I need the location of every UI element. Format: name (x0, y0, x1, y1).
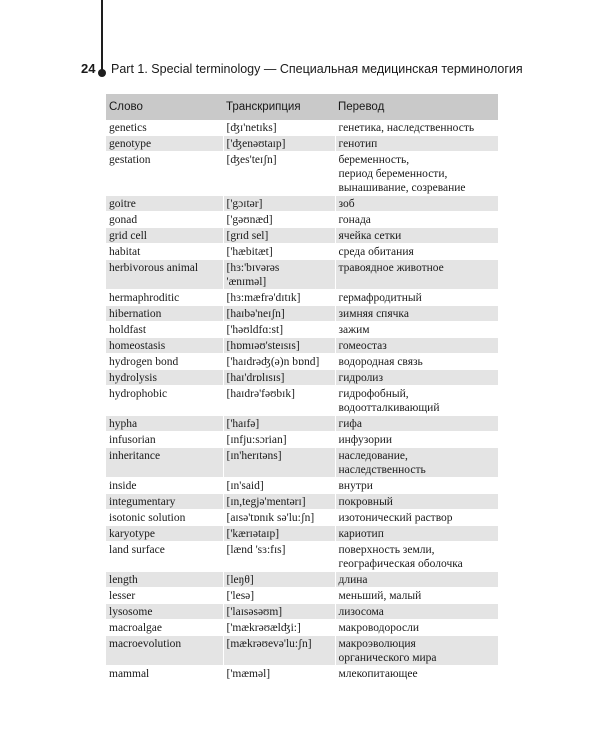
table-row (106, 494, 498, 510)
term-word: length (106, 572, 223, 588)
term-transcription: [ɪn'herɪtəns] (223, 448, 335, 478)
term-translation: внутри (335, 478, 498, 494)
term-transcription: [mækrəʊevə'lu:ʃn] (223, 636, 335, 666)
term-translation: травоядное животное (335, 260, 498, 290)
table-row (106, 588, 498, 604)
term-transcription: [grɪd sel] (223, 228, 335, 244)
term-word: goitre (106, 196, 223, 212)
table-row (106, 290, 498, 306)
term-word: genetics (106, 120, 223, 136)
term-word: inheritance (106, 448, 223, 478)
term-word: inside (106, 478, 223, 494)
table-row (106, 260, 498, 290)
term-translation: генетика, наследственность (335, 120, 498, 136)
term-transcription: ['haɪfə] (223, 416, 335, 432)
term-transcription: [leŋθ] (223, 572, 335, 588)
term-translation: гифа (335, 416, 498, 432)
term-translation: гомеостаз (335, 338, 498, 354)
term-transcription: ['lesə] (223, 588, 335, 604)
table-row (106, 478, 498, 494)
table-row (106, 306, 498, 322)
table-row (106, 386, 498, 416)
column-header-word: Слово (106, 94, 223, 120)
margin-rule-dot (98, 69, 106, 77)
table-row (106, 244, 498, 260)
table-row (106, 196, 498, 212)
term-translation: среда обитания (335, 244, 498, 260)
table-row (106, 666, 498, 682)
term-translation: наследование, наследственность (335, 448, 498, 478)
term-word: hypha (106, 416, 223, 432)
term-word: gestation (106, 152, 223, 196)
term-translation: зимняя спячка (335, 306, 498, 322)
term-translation: водородная связь (335, 354, 498, 370)
term-translation: инфузории (335, 432, 498, 448)
table-row (106, 636, 498, 666)
term-translation: кариотип (335, 526, 498, 542)
term-transcription: [haɪbə'neɪʃn] (223, 306, 335, 322)
term-word: hibernation (106, 306, 223, 322)
term-transcription: [hɜ:'bɪvərəs 'ænɪməl] (223, 260, 335, 290)
term-translation: меньший, малый (335, 588, 498, 604)
table-row (106, 448, 498, 478)
term-transcription: [haɪdrə'fəʊbɪk] (223, 386, 335, 416)
table-row (106, 620, 498, 636)
table-row (106, 212, 498, 228)
table-row (106, 338, 498, 354)
column-header-translation: Перевод (335, 94, 498, 120)
term-translation: беременность, период беременности, вынашивание, созревание (335, 152, 498, 196)
table-row (106, 120, 498, 136)
term-translation: гермафродитный (335, 290, 498, 306)
term-word: karyotype (106, 526, 223, 542)
term-translation: покровный (335, 494, 498, 510)
table-row (106, 510, 498, 526)
term-word: lesser (106, 588, 223, 604)
term-word: lysosome (106, 604, 223, 620)
term-word: macroevolution (106, 636, 223, 666)
term-translation: макроводоросли (335, 620, 498, 636)
term-word: hydrophobic (106, 386, 223, 416)
table-row (106, 604, 498, 620)
column-header-transcription: Транскрипция (223, 94, 335, 120)
term-word: hydrolysis (106, 370, 223, 386)
term-word: gonad (106, 212, 223, 228)
term-transcription: ['mækrəʊælʤi:] (223, 620, 335, 636)
table-row (106, 228, 498, 244)
term-translation: поверхность земли, географическая оболочка (335, 542, 498, 572)
term-word: integumentary (106, 494, 223, 510)
term-transcription: [ʤes'teɪʃn] (223, 152, 335, 196)
term-translation: лизосома (335, 604, 498, 620)
term-word: homeostasis (106, 338, 223, 354)
table-row (106, 136, 498, 152)
terminology-table (106, 94, 498, 682)
term-word: hermaphroditic (106, 290, 223, 306)
term-transcription: [ɪn'said] (223, 478, 335, 494)
term-transcription: ['haɪdrəʤ(ə)n bɒnd] (223, 354, 335, 370)
table-row (106, 572, 498, 588)
term-word: land surface (106, 542, 223, 572)
term-translation: изотонический раствор (335, 510, 498, 526)
table-row (106, 432, 498, 448)
term-word: herbivorous animal (106, 260, 223, 290)
term-transcription: [ʤɪ'netɪks] (223, 120, 335, 136)
term-word: infusorian (106, 432, 223, 448)
term-translation: млекопитающее (335, 666, 498, 682)
term-translation: ячейка сетки (335, 228, 498, 244)
term-translation: зажим (335, 322, 498, 338)
term-word: hydrogen bond (106, 354, 223, 370)
term-word: genotype (106, 136, 223, 152)
term-transcription: ['ʤenəʊtaɪp] (223, 136, 335, 152)
term-transcription: [lænd 'sɜ:fɪs] (223, 542, 335, 572)
table-row (106, 542, 498, 572)
term-transcription: [ɪnfju:sɔrian] (223, 432, 335, 448)
term-word: macroalgae (106, 620, 223, 636)
table-header-row (106, 94, 498, 120)
term-transcription: ['kærɪətaɪp] (223, 526, 335, 542)
term-transcription: ['gɔɪtər] (223, 196, 335, 212)
term-transcription: [aɪsə'tɒnɪk sə'lu:ʃn] (223, 510, 335, 526)
term-transcription: [ɪn,tegjə'mentərɪ] (223, 494, 335, 510)
term-translation: гидролиз (335, 370, 498, 386)
term-word: isotonic solution (106, 510, 223, 526)
table-row (106, 416, 498, 432)
table-row (106, 354, 498, 370)
table-row (106, 322, 498, 338)
page-number: 24 (81, 61, 96, 76)
term-word: grid cell (106, 228, 223, 244)
table-row (106, 370, 498, 386)
term-transcription: [haɪ'drɒlɪsɪs] (223, 370, 335, 386)
term-word: mammal (106, 666, 223, 682)
term-translation: генотип (335, 136, 498, 152)
term-translation: зоб (335, 196, 498, 212)
term-translation: макроэволюция органического мира (335, 636, 498, 666)
running-title: Part 1. Special terminology — Специальная медицинская терминология (111, 62, 523, 76)
term-transcription: ['laɪsəsəʊm] (223, 604, 335, 620)
term-word: habitat (106, 244, 223, 260)
term-transcription: ['hæbitæt] (223, 244, 335, 260)
term-transcription: [hɒmɪəʊ'steɪsɪs] (223, 338, 335, 354)
table-row (106, 152, 498, 196)
term-translation: гонада (335, 212, 498, 228)
term-transcription: ['gəʊnæd] (223, 212, 335, 228)
term-word: holdfast (106, 322, 223, 338)
term-translation: гидрофобный, водоотталкивающий (335, 386, 498, 416)
term-transcription: [hɜ:mæfrə'dɪtɪk] (223, 290, 335, 306)
term-translation: длина (335, 572, 498, 588)
term-transcription: ['həʊldfɑ:st] (223, 322, 335, 338)
margin-rule (101, 0, 103, 72)
table-row (106, 526, 498, 542)
term-transcription: ['mæməl] (223, 666, 335, 682)
